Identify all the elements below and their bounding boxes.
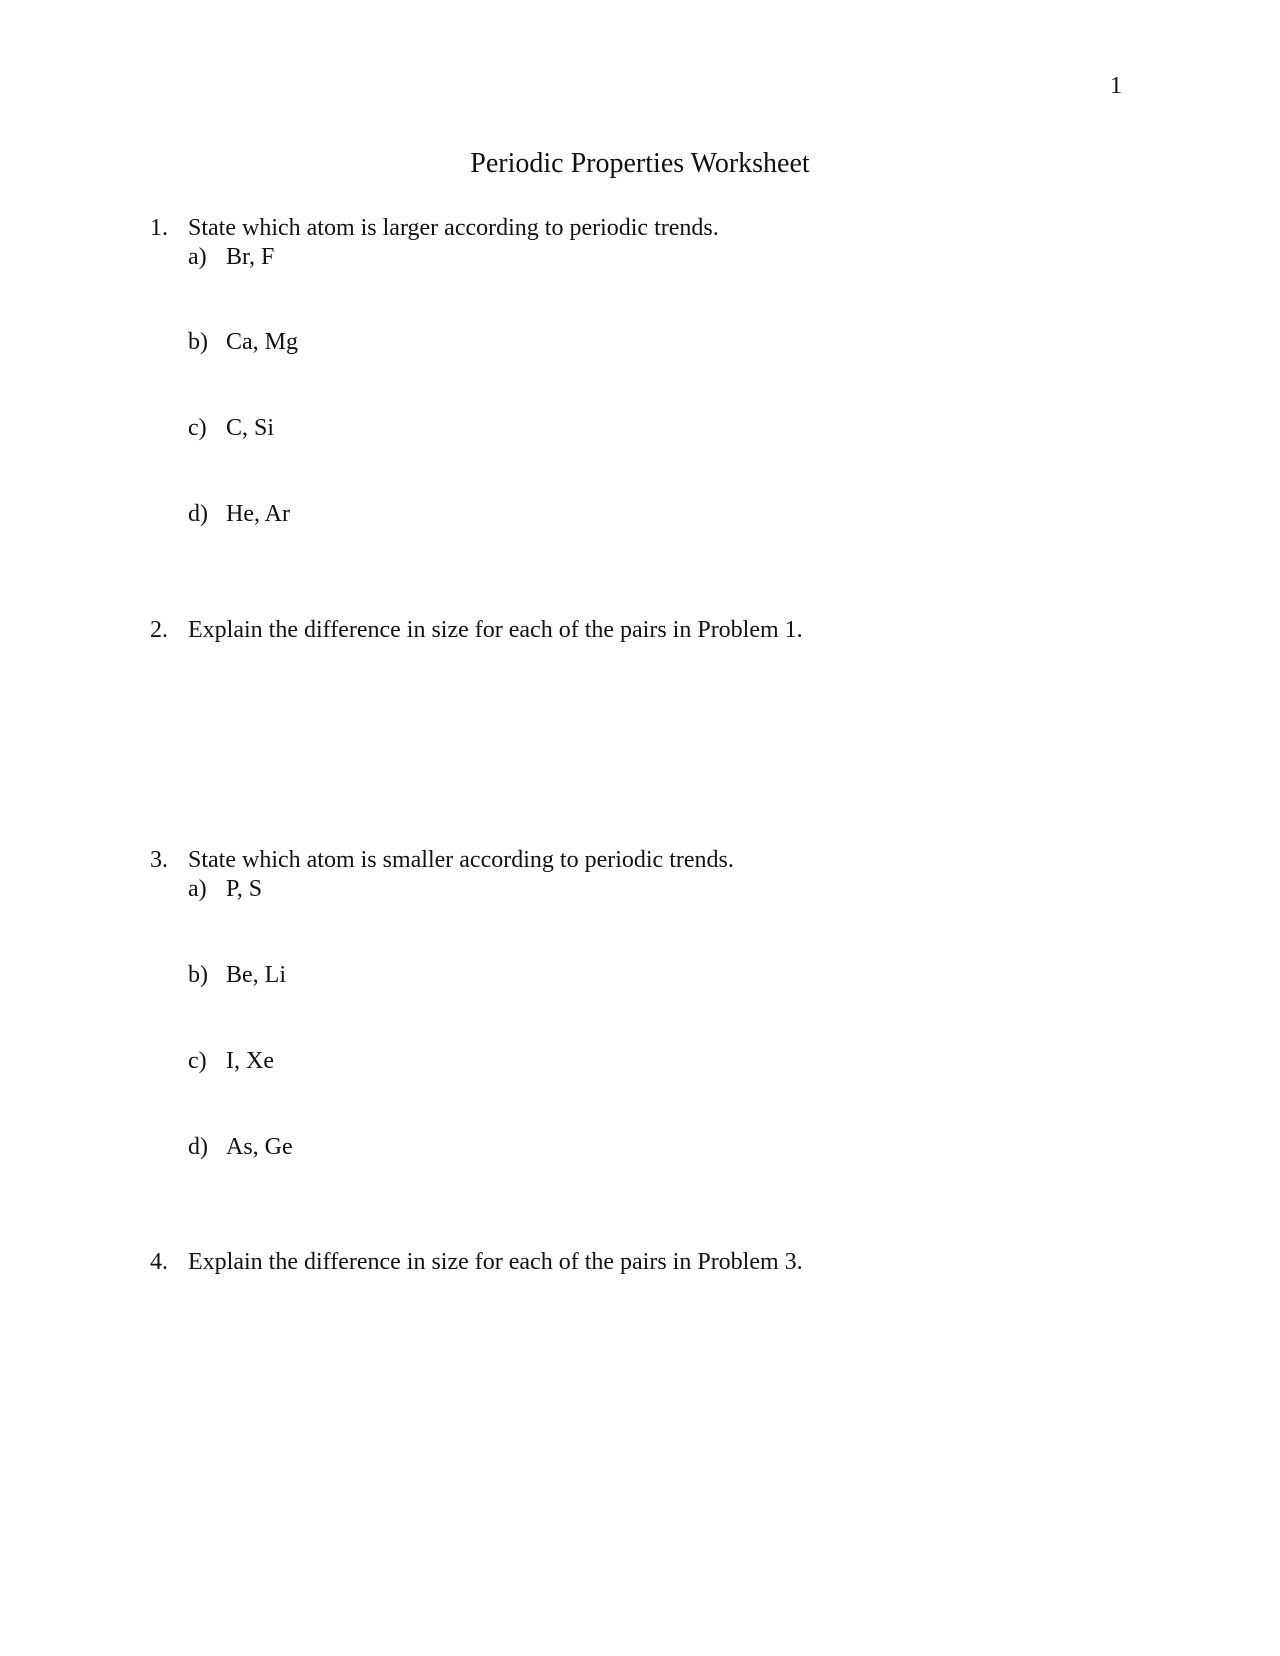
question-3-option-a	[188, 877, 262, 901]
option-letter: a)	[188, 244, 207, 270]
option-letter: b)	[188, 962, 208, 988]
question-text: State which atom is larger according to periodic trends.	[188, 215, 719, 241]
question-1-option-b	[188, 330, 298, 354]
option-letter: b)	[188, 329, 208, 355]
question-number: 3.	[150, 847, 168, 873]
question-number: 2.	[150, 617, 168, 643]
option-letter: d)	[188, 1134, 208, 1160]
option-text: Br, F	[226, 244, 275, 270]
option-text: Ca, Mg	[226, 329, 298, 355]
question-3-option-d	[188, 1135, 293, 1159]
option-text: C, Si	[226, 415, 275, 441]
page-number: 1	[1110, 73, 1122, 99]
option-text: I, Xe	[226, 1048, 274, 1074]
question-4	[150, 1250, 803, 1274]
question-text: Explain the difference in size for each of the pairs in Problem 3.	[188, 1249, 803, 1275]
question-number: 4.	[150, 1249, 168, 1275]
question-number: 1.	[150, 215, 168, 241]
option-letter: d)	[188, 501, 208, 527]
question-2	[150, 618, 803, 642]
page-title: Periodic Properties Worksheet	[470, 148, 810, 179]
question-text: State which atom is smaller according to periodic trends.	[188, 847, 734, 873]
option-letter: a)	[188, 876, 207, 902]
option-letter: c)	[188, 1048, 207, 1074]
question-1-option-c	[188, 416, 274, 440]
question-3-option-c	[188, 1049, 274, 1073]
question-3	[150, 848, 734, 872]
option-letter: c)	[188, 415, 207, 441]
question-text: Explain the difference in size for each of the pairs in Problem 1.	[188, 617, 803, 643]
question-1	[150, 216, 719, 240]
option-text: As, Ge	[226, 1134, 293, 1160]
question-1-option-d	[188, 502, 290, 526]
option-text: Be, Li	[226, 962, 286, 988]
question-3-option-b	[188, 963, 286, 987]
question-1-option-a	[188, 245, 274, 269]
option-text: He, Ar	[226, 501, 290, 527]
option-text: P, S	[226, 876, 263, 902]
